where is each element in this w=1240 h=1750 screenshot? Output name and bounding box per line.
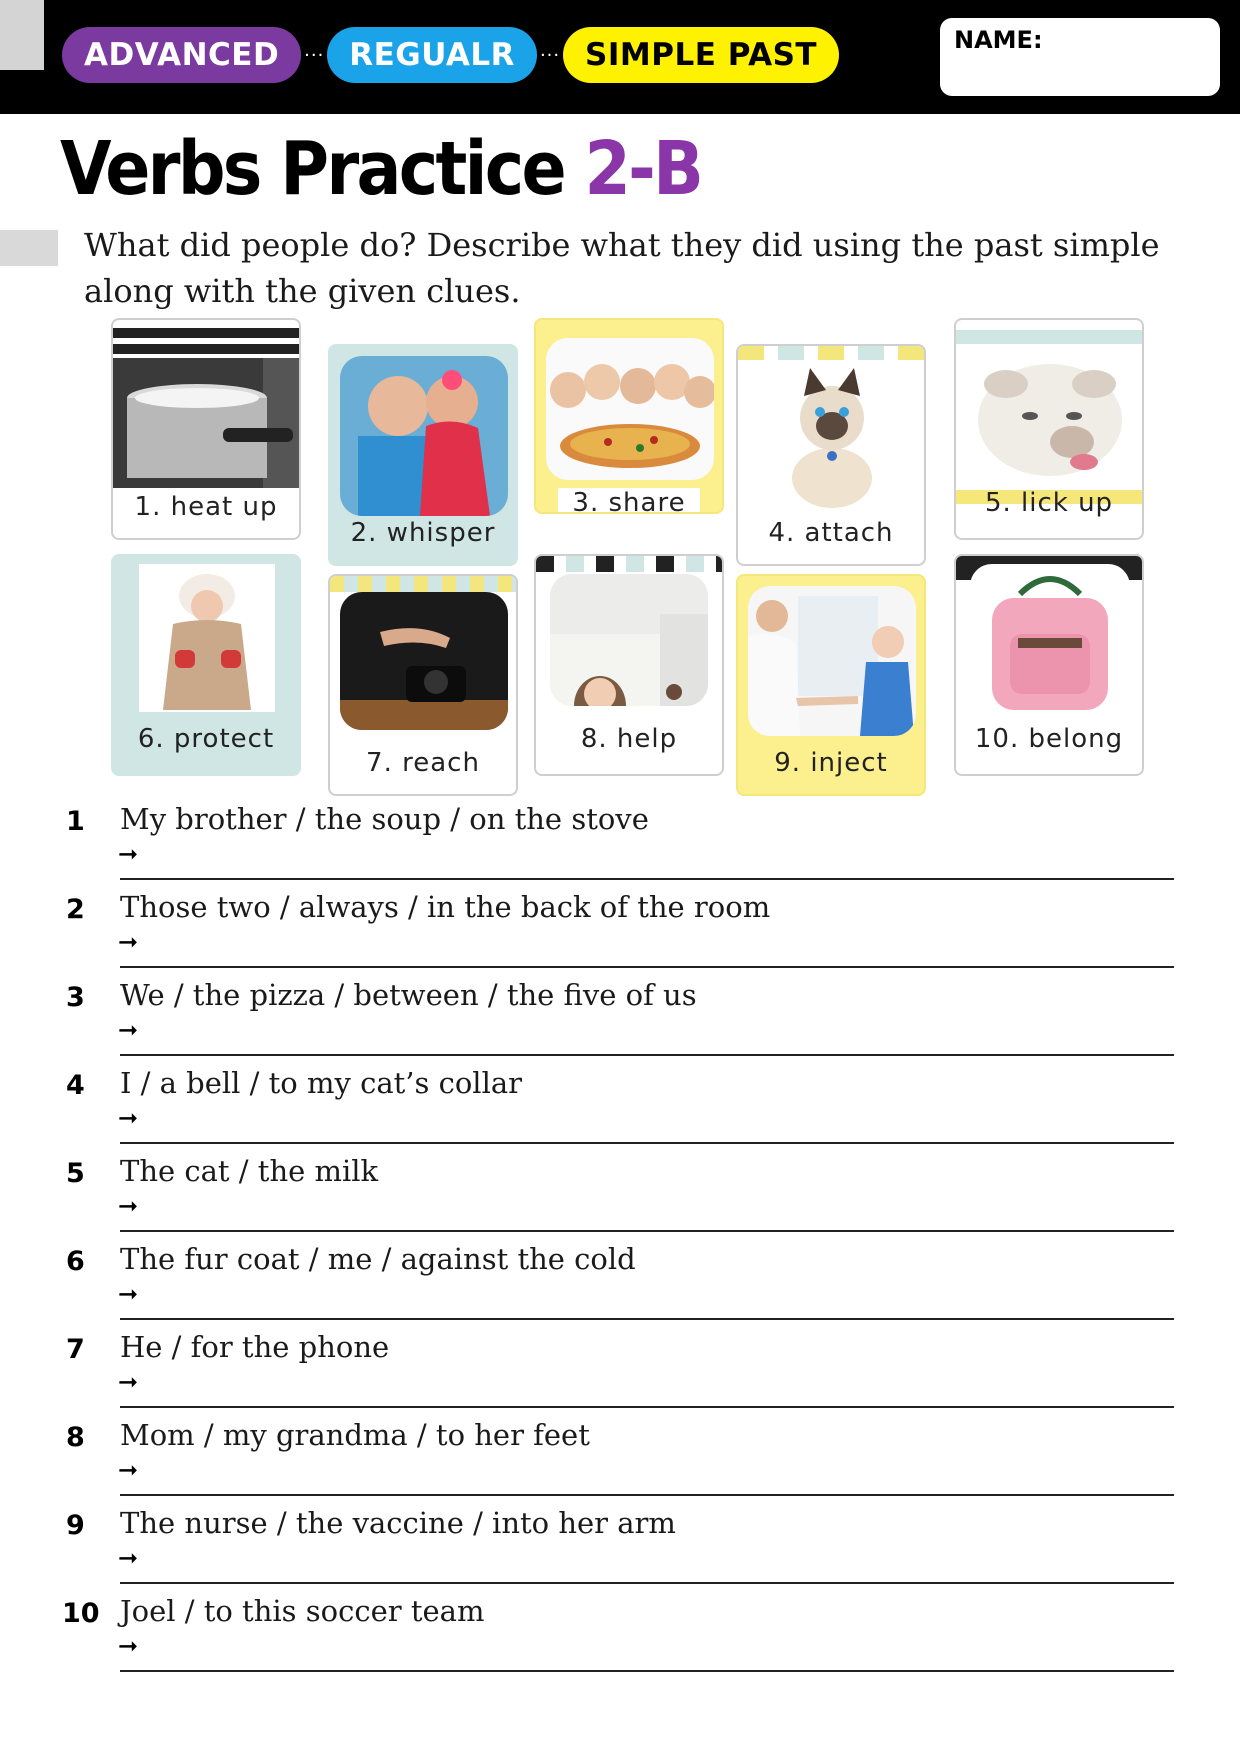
pill-regular: REGUALR	[327, 27, 537, 83]
title-main: Verbs Practice	[60, 126, 585, 212]
kids-sharing-pizza-photo	[546, 338, 714, 480]
card-help	[534, 554, 724, 776]
answer-line[interactable]	[120, 1318, 1174, 1320]
children-whispering-photo	[340, 356, 508, 516]
arrow-icon: ➞	[118, 928, 139, 956]
name-label: NAME:	[954, 26, 1043, 54]
side-tab	[0, 230, 58, 266]
arrow-icon: ➞	[118, 1456, 139, 1484]
card-label: 2. whisper	[350, 518, 496, 548]
exercise-item-2	[66, 890, 1174, 982]
exercise-number: 5	[66, 1158, 85, 1189]
exercise-number: 8	[66, 1422, 85, 1453]
exercise-number: 4	[66, 1070, 85, 1101]
exercise-item-4	[66, 1066, 1174, 1158]
cat-with-bell-photo	[748, 360, 916, 508]
card-belong	[954, 554, 1144, 776]
exercise-clue: Joel / to this soccer team	[120, 1594, 485, 1628]
exercise-item-5	[66, 1154, 1174, 1246]
bulldog-licking-photo	[966, 344, 1134, 490]
arrow-icon: ➞	[118, 1104, 139, 1132]
pill-advanced: ADVANCED	[62, 27, 301, 83]
pill-separator: ···	[304, 44, 325, 66]
pot-on-stove-photo	[113, 358, 301, 488]
exercise-item-8	[66, 1418, 1174, 1510]
title-accent: 2-B	[584, 126, 702, 212]
arrow-icon: ➞	[118, 1632, 139, 1660]
card-share	[534, 318, 724, 514]
arrow-icon: ➞	[118, 1016, 139, 1044]
card-label: 8. help	[580, 724, 678, 754]
exercise-clue: My brother / the soup / on the stove	[120, 802, 649, 836]
exercise-number: 10	[62, 1598, 100, 1629]
exercise-number: 9	[66, 1510, 85, 1541]
card-whisper	[328, 344, 518, 566]
card-heat-up	[111, 318, 301, 540]
answer-line[interactable]	[120, 1142, 1174, 1144]
card-attach	[736, 344, 926, 566]
exercise-item-1	[66, 802, 1174, 894]
exercise-item-3	[66, 978, 1174, 1070]
nurse-injecting-photo	[748, 586, 916, 736]
card-inject	[736, 574, 926, 796]
name-field[interactable]	[940, 18, 1220, 96]
exercise-number: 6	[66, 1246, 85, 1277]
exercise-item-6	[66, 1242, 1174, 1334]
exercise-number: 2	[66, 894, 85, 925]
card-protect	[111, 554, 301, 776]
card-lick-up	[954, 318, 1144, 540]
arrow-icon: ➞	[118, 1368, 139, 1396]
card-label: 7. reach	[366, 748, 480, 778]
pink-backpack-photo	[970, 564, 1130, 714]
card-label: 9. inject	[774, 748, 888, 778]
arrow-icon: ➞	[118, 1280, 139, 1308]
exercise-number: 7	[66, 1334, 85, 1365]
instructions: What did people do? Describe what they did using the past simple along with the given clues.	[84, 226, 1160, 310]
answer-line[interactable]	[120, 1582, 1174, 1584]
exercise-clue: He / for the phone	[120, 1330, 390, 1364]
pill-separator: ···	[539, 44, 561, 66]
card-label: 10. belong	[974, 724, 1124, 754]
answer-line[interactable]	[120, 1670, 1174, 1672]
exercise-clue: The cat / the milk	[120, 1154, 379, 1188]
exercise-clue: The nurse / the vaccine / into her arm	[120, 1506, 676, 1540]
card-label: 3. share	[558, 488, 700, 514]
header-bar	[0, 0, 1240, 114]
answer-line[interactable]	[120, 878, 1174, 880]
exercise-item-9	[66, 1506, 1174, 1598]
card-label: 1. heat up	[134, 492, 278, 522]
card-label: 5. lick up	[984, 488, 1114, 518]
exercise-number: 3	[66, 982, 85, 1013]
page-title	[60, 126, 701, 212]
exercise-number: 1	[66, 806, 85, 837]
pill-simple-past: SIMPLE PAST	[563, 27, 839, 83]
arrow-icon: ➞	[118, 1192, 139, 1220]
exercise-clue: Those two / always / in the back of the room	[120, 890, 771, 924]
card-label: 4. attach	[768, 518, 894, 548]
level-pills	[62, 26, 839, 84]
answer-line[interactable]	[120, 966, 1174, 968]
answer-line[interactable]	[120, 1494, 1174, 1496]
exercise-clue: I / a bell / to my cat’s collar	[120, 1066, 522, 1100]
exercise-clue: The fur coat / me / against the cold	[120, 1242, 636, 1276]
exercise-clue: We / the pizza / between / the five of us	[120, 978, 697, 1012]
card-label: 6. protect	[137, 724, 275, 754]
answer-line[interactable]	[120, 1406, 1174, 1408]
card-reach	[328, 574, 518, 796]
arrow-icon: ➞	[118, 1544, 139, 1572]
exercise-item-10	[62, 1594, 1174, 1686]
exercise-item-7	[66, 1330, 1174, 1422]
arrow-icon: ➞	[118, 840, 139, 868]
child-in-fur-coat-photo	[139, 564, 275, 712]
answer-line[interactable]	[120, 1230, 1174, 1232]
answer-line[interactable]	[120, 1054, 1174, 1056]
girl-helping-photo	[550, 574, 708, 706]
hand-reaching-phone-photo	[340, 592, 508, 730]
exercise-clue: Mom / my grandma / to her feet	[120, 1418, 590, 1452]
corner-tab	[0, 0, 44, 70]
